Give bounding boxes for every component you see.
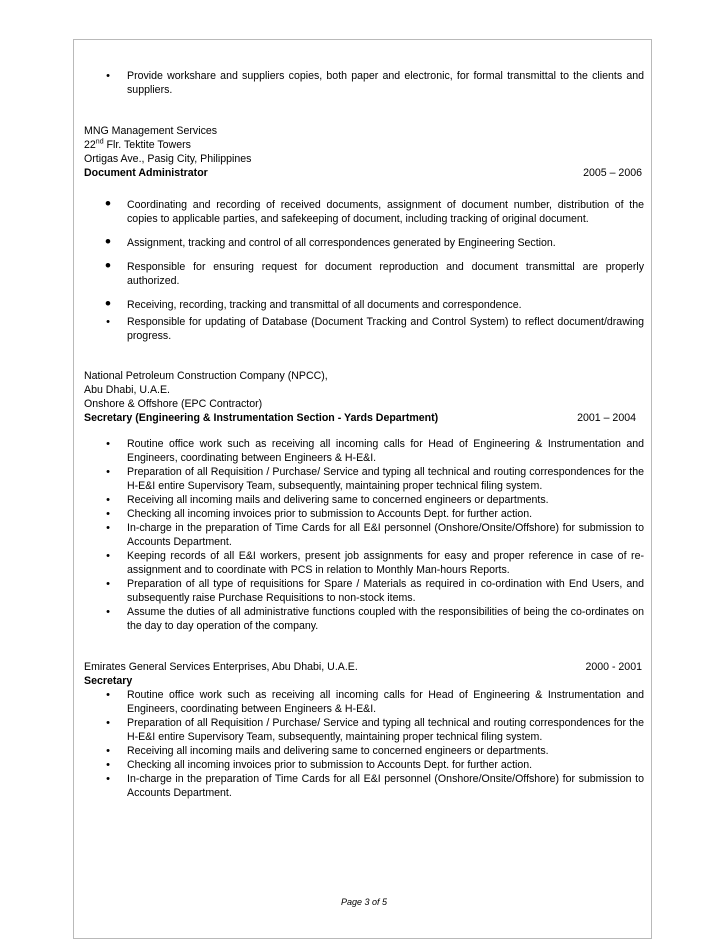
list-item: • Assume the duties of all administrative functions coupled with the responsibilities of being the co-ordinates on the day to day operation of the company.	[84, 605, 644, 633]
bullet-icon: •	[105, 194, 111, 213]
list-item: • Receiving, recording, tracking and transmittal of all documents and correspondence.	[84, 298, 644, 312]
list-item: • Responsible for updating of Database (Document Tracking and Control System) to reflect document/drawing progress.	[84, 315, 644, 343]
list-item: • Preparation of all Requisition / Purchase/ Service and typing all technical and routing correspondences for the H-E&I entire Supervisory Team, subsequently, maintaining proper technical filing system.	[84, 465, 644, 493]
top-bullet-list	[84, 69, 644, 97]
employer-name: MNG Management Services	[84, 125, 218, 137]
egse-employer-block	[84, 660, 644, 688]
position-title: Secretary (Engineering & Instrumentation Section - Yards Department)	[84, 412, 439, 424]
bullet-icon: •	[106, 717, 110, 729]
list-item: • In-charge in the preparation of Time Cards for all E&I personnel (Onshore/Onsite/Offshore) for submission to Accounts Department.	[84, 521, 644, 549]
employer-name: National Petroleum Construction Company (NPCC),	[84, 370, 328, 382]
position-row	[84, 166, 644, 180]
list-item: • Checking all incoming invoices prior to submission to Accounts Dept. for further action.	[84, 758, 644, 772]
bullet-icon: •	[106, 438, 110, 450]
list-item: • Receiving all incoming mails and delivering same to concerned engineers or departments.	[84, 744, 644, 758]
bullet-icon: •	[105, 256, 111, 275]
list-item: • Responsible for ensuring request for document reproduction and document transmittal are properly authorized.	[84, 260, 644, 288]
bullet-icon: •	[106, 466, 110, 478]
list-item: • Routine office work such as receiving all incoming calls for Head of Engineering & Instrumentation and Engineers, coordinating between Engineers & H-E&I.	[84, 437, 644, 465]
list-item: • Provide workshare and suppliers copies, both paper and electronic, for formal transmittal to the clients and suppliers.	[84, 69, 644, 97]
list-item: • Checking all incoming invoices prior to submission to Accounts Dept. for further action.	[84, 507, 644, 521]
list-item: • Preparation of all Requisition / Purchase/ Service and typing all technical and routing correspondences for the H-E&I entire Supervisory Team, subsequently, maintaining proper technical filing system.	[84, 716, 644, 744]
mng-employer-block	[84, 124, 644, 180]
list-item: • Preparation of all type of requisitions for Spare / Materials as required in co-ordination with End Users, and subsequently raise Purchase Requisitions to non-stock items.	[84, 577, 644, 605]
egse-duties-list	[84, 688, 644, 800]
list-item: • Receiving all incoming mails and delivering same to concerned engineers or departments.	[84, 493, 644, 507]
employer-name: Emirates General Services Enterprises, Abu Dhabi, U.A.E.	[84, 661, 358, 673]
bullet-icon: •	[106, 689, 110, 701]
list-item: • Routine office work such as receiving all incoming calls for Head of Engineering & Instrumentation and Engineers, coordinating between Engineers & H-E&I.	[84, 688, 644, 716]
npcc-duties-list	[84, 437, 644, 633]
list-item: • Coordinating and recording of received documents, assignment of document number, distribution of the copies to applicable parties, and safekeeping of document, including tracking of original document.	[84, 198, 644, 226]
employer-address: 22nd Flr. Tektite Towers	[84, 138, 191, 151]
position-title: Document Administrator	[84, 167, 208, 179]
bullet-icon: •	[106, 759, 110, 771]
employment-dates: 2000 - 2001	[585, 661, 642, 673]
bullet-icon: •	[106, 578, 110, 590]
employer-city: Ortigas Ave., Pasig City, Philippines	[84, 153, 252, 165]
bullet-icon: •	[106, 773, 110, 785]
npcc-employer-block	[84, 369, 644, 425]
bullet-icon: •	[106, 494, 110, 506]
employment-dates: 2005 – 2006	[583, 167, 642, 179]
page-number-footer: Page 3 of 5	[340, 897, 388, 907]
employment-dates: 2001 – 2004	[577, 412, 636, 424]
position-title: Secretary	[84, 675, 133, 687]
mng-duties-list-cont	[84, 315, 644, 343]
list-item: • In-charge in the preparation of Time Cards for all E&I personnel (Onshore/Onsite/Offshore) for submission to Accounts Department.	[84, 772, 644, 800]
bullet-icon: •	[106, 70, 110, 82]
bullet-icon: •	[105, 294, 111, 313]
bullet-icon: •	[105, 232, 111, 251]
mng-duties-list	[84, 194, 644, 313]
bullet-icon: •	[106, 522, 110, 534]
bullet-icon: •	[106, 550, 110, 562]
bullet-icon: •	[106, 745, 110, 757]
list-item: • Assignment, tracking and control of all correspondences generated by Engineering Section.	[84, 236, 644, 250]
resume-page-content	[84, 69, 644, 800]
employer-type: Onshore & Offshore (EPC Contractor)	[84, 398, 263, 410]
bullet-icon: •	[106, 606, 110, 618]
employer-row	[84, 660, 644, 674]
bullet-icon: •	[106, 508, 110, 520]
position-row	[84, 411, 644, 425]
employer-location: Abu Dhabi, U.A.E.	[84, 384, 170, 396]
list-item: • Keeping records of all E&I workers, present job assignments for easy and proper reference in case of re-assignment and to coordinate with PCS in relation to Monthly Man-hours Reports.	[84, 549, 644, 577]
bullet-icon: •	[106, 316, 110, 328]
